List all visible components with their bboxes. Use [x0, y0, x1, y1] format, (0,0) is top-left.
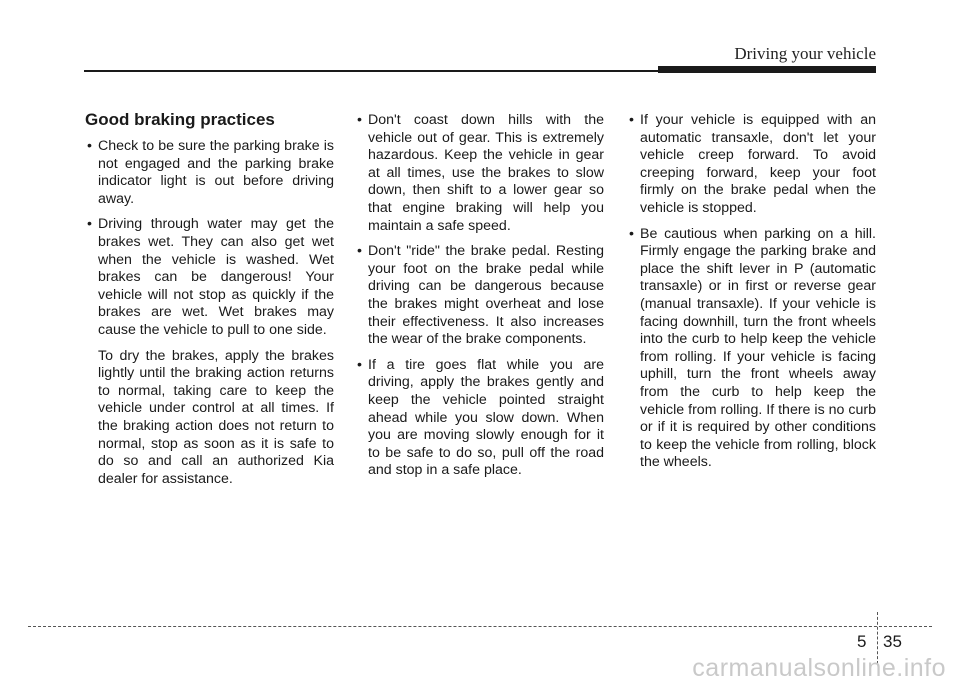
- section-heading: Good braking practices: [85, 110, 275, 129]
- column-3: [627, 112, 876, 480]
- bullet-item: • Driving through water may get the brakes wet. They can also get wet when the vehicle is washed. Wet brakes can be dangerous! Your vehicle will not stop as quickly if the brakes are wet. Wet brakes may cause the vehicle to pull to one side.: [85, 216, 334, 339]
- bullet-list-3: [627, 112, 876, 472]
- chapter-number: 5: [857, 632, 867, 651]
- bullet-item: • If your vehicle is equipped with an automatic transaxle, don't let your vehicle creep forward. To avoid creeping forward, keep your foot firmly on the brake pedal when the vehicle is stopped.: [627, 112, 876, 218]
- bullet-item: • Check to be sure the parking brake is not engaged and the parking brake indicator light is out before driving away.: [85, 138, 334, 208]
- column-2: [355, 112, 604, 488]
- bullet-list-1: [85, 138, 334, 340]
- bullet-item: • Don't "ride" the brake pedal. Resting your foot on the brake pedal while driving can be dangerous because the brakes might overheat and lose their effectiveness. It also increases the wear of the brake components.: [355, 243, 604, 349]
- header-rule-accent: [658, 66, 876, 73]
- bullet-list-2: [355, 112, 604, 480]
- footer-rule: [28, 626, 932, 627]
- column-1: [85, 110, 334, 496]
- paragraph: To dry the brakes, apply the brakes lightly until the braking action returns to normal, taking care to keep the vehicle under control at all times. If the braking action does not return to normal, stop as soon as it is safe to do so and call an authorized Kia dealer for assistance.: [98, 347, 334, 487]
- bullet-item: • Don't coast down hills with the vehicle out of gear. This is extremely hazardous. Keep the vehicle in gear at all times, use the brakes to slow down, then shift to a lower gear so that engine braking will help you maintain a safe speed.: [355, 112, 604, 235]
- bullet-item: • If a tire goes flat while you are driving, apply the brakes gently and keep the vehicle pointed straight ahead while you slow down. When you are moving slowly enough for it to be safe to do so, pull off the road and stop in a safe place.: [355, 357, 604, 480]
- bullet-item: • Be cautious when parking on a hill. Firmly engage the parking brake and place the shift lever in P (automatic transaxle) or in first or reverse gear (manual transaxle). If your vehicle is facing downhill, turn the front wheels into the curb to help keep the vehicle from rolling. If your vehicle is facing uphill, turn the front wheels away from the curb to help keep the vehicle from rolling. If there is no curb or if it is required by other conditions to keep the vehicle from rolling, block the wheels.: [627, 226, 876, 472]
- watermark: carmanualsonline.info: [692, 654, 946, 682]
- header-title: Driving your vehicle: [734, 44, 876, 63]
- page-number: 35: [883, 632, 902, 651]
